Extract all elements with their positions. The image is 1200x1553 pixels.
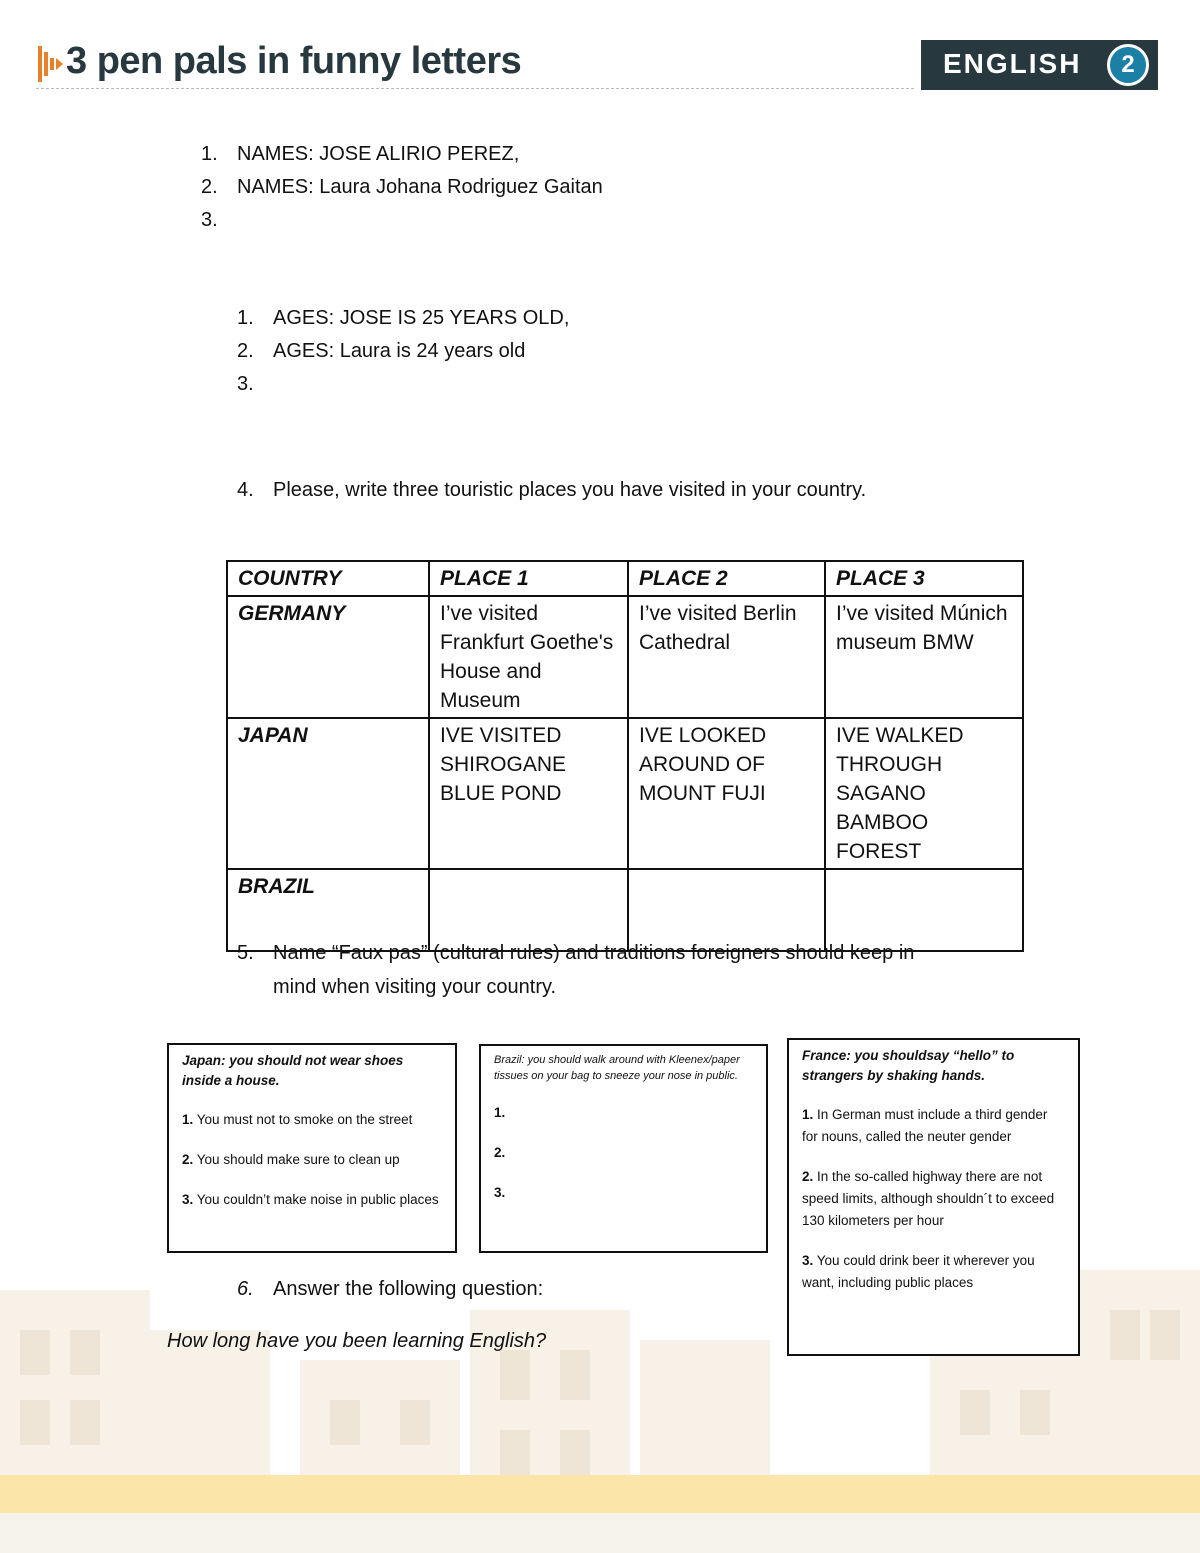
country-cell: BRAZIL [227, 869, 429, 951]
header-place-3: PLACE 3 [825, 561, 1023, 596]
badge-label: ENGLISH [943, 48, 1082, 79]
table-row [227, 718, 1023, 869]
list-item: 3. [237, 373, 254, 395]
list-item: 3. You couldn’t make noise in public places [182, 1192, 439, 1207]
level-number-icon: 2 [1107, 44, 1149, 86]
header-country: COUNTRY [227, 561, 429, 596]
play-arrow-icon [36, 44, 64, 84]
table-row [227, 596, 1023, 718]
list-item: 3. [494, 1185, 506, 1200]
box-heading: France: you shouldsay “hello” to strangers by shaking hands. [802, 1048, 1015, 1083]
place-cell: I’ve visited Frankfurt Goethe's House and Museum [429, 596, 628, 718]
list-item: 2. [494, 1145, 506, 1160]
page-title: 3 pen pals in funny letters [66, 40, 522, 82]
ages-list [237, 302, 569, 401]
list-item: 2. AGES: Laura is 24 years old [237, 340, 526, 362]
table-header-row [227, 561, 1023, 596]
list-item: 2. NAMES: Laura Johana Rodriguez Gaitan [201, 176, 603, 198]
header-place-2: PLACE 2 [628, 561, 825, 596]
country-cell: JAPAN [227, 718, 429, 869]
list-item: 3. You could drink beer it wherever you want, including public places [802, 1253, 1035, 1290]
list-item: 1. [494, 1105, 506, 1120]
place-cell: IVE WALKED THROUGH SAGANO BAMBOO FOREST [825, 718, 1023, 869]
place-cell: I’ve visited Múnich museum BMW [825, 596, 1023, 718]
list-item: 1. In German must include a third gender for nouns, called the neuter gender [802, 1107, 1048, 1144]
header-place-1: PLACE 1 [429, 561, 628, 596]
list-item: 2. In the so-called highway there are not speed limits, although shouldn´t to exceed 130 kilometers per hour [802, 1169, 1055, 1228]
france-faux-pas-box [787, 1038, 1080, 1356]
japan-faux-pas-box [167, 1043, 457, 1253]
question-5-continued: mind when visiting your country. [273, 976, 557, 998]
touristic-places-table [226, 560, 1024, 952]
list-item: 2. You should make sure to clean up [182, 1152, 400, 1167]
title-divider [36, 88, 914, 89]
brazil-faux-pas-box [479, 1044, 768, 1253]
place-cell: IVE VISITED SHIROGANE BLUE POND [429, 718, 628, 869]
list-item: 3. [201, 209, 218, 231]
english-level-badge [921, 40, 1158, 90]
list-item: 1. You must not to smoke on the street [182, 1112, 413, 1127]
list-item: 1. AGES: JOSE IS 25 YEARS OLD, [237, 307, 570, 329]
names-list [201, 138, 603, 237]
question-6: 6. Answer the following question: [237, 1278, 544, 1300]
place-cell: I’ve visited Berlin Cathedral [628, 596, 825, 718]
box-heading: Brazil: you should walk around with Kleenex/paper tissues on your bag to sneeze your nose in public. [494, 1054, 740, 1082]
country-cell: GERMANY [227, 596, 429, 718]
question-5: 5. Name “Faux pas” (cultural rules) and traditions foreigners should keep in [237, 942, 915, 964]
question-4: 4. Please, write three touristic places you have visited in your country. [237, 479, 867, 501]
list-item: 1. NAMES: JOSE ALIRIO PEREZ, [201, 143, 520, 165]
box-heading: Japan: you should not wear shoes inside a house. [182, 1053, 404, 1088]
place-cell: IVE LOOKED AROUND OF MOUNT FUJI [628, 718, 825, 869]
question-6-prompt: How long have you been learning English? [167, 1330, 547, 1352]
